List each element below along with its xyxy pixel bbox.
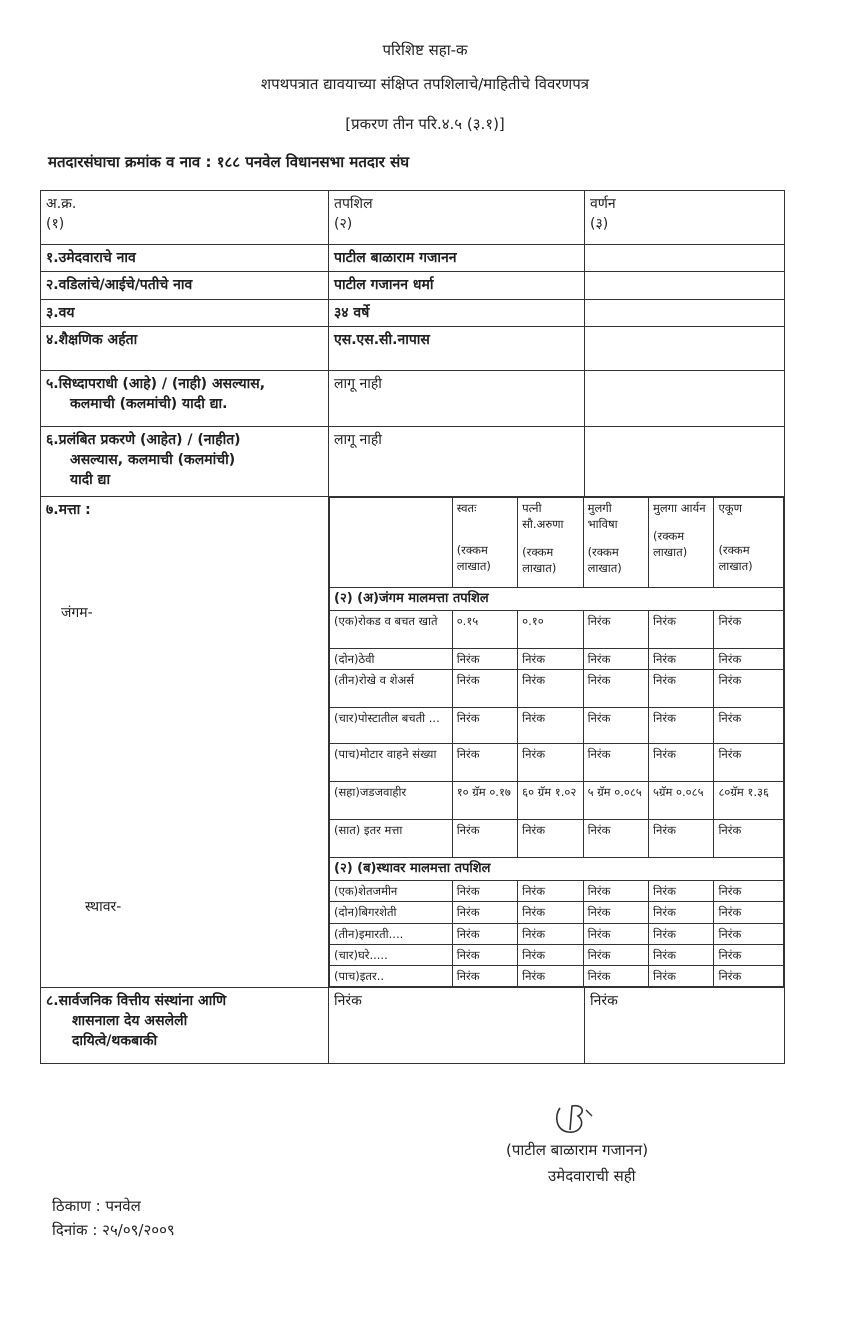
row-candidate-name: १.उमेदवाराचे नाव पाटील बाळाराम गजानन [41,245,785,272]
document-title: शपथपत्रात द्यावयाच्या संक्षिप्त तपशिलाचे/माहितीचे विवरणपत्र [260,75,590,93]
table-row: (दोन)बिगरशेती निरंक निरंक निरंक निरंक निरंक [330,902,784,923]
date-line: दिनांक : २५/०९/२००९ [52,1221,175,1239]
constituency-line: मतदारसंघाचा क्रमांक व नाव : १८८ पनवेल विधानसभा मतदार संघ [48,153,410,171]
column-header-row [41,191,785,245]
details-table [40,190,785,1064]
table-row: (एक)रोकड व बचत खाते ०.१५ ०.१० निरंक निरंक निरंक [330,611,784,649]
col2-header: तपशिल (२) [329,191,585,245]
row-pending-cases: ६.प्रलंबित प्रकरणे (आहेत) / (नाहीत) असल्यास, कलमाची (कलमांची) यादी द्या लागू नाही [41,426,785,496]
immovable-label: स्थावर- [85,898,122,915]
table-row: (दोन)ठेवी निरंक निरंक निरंक निरंक निरंक [330,649,784,670]
col3-header: वर्णन (३) [585,191,785,245]
appendix-heading: परिशिष्ट सहा-क [382,41,468,59]
table-row: (तीन)रोखे व शेअर्स निरंक निरंक निरंक निरंक निरंक [330,670,784,708]
table-row: (एक)शेतजमीन निरंक निरंक निरंक निरंक निरंक [330,881,784,902]
table-row: (चार)घरे..... निरंक निरंक निरंक निरंक निरंक [330,944,784,965]
signatory-name: (पाटील बाळाराम गजानन) [506,1141,649,1159]
table-row: (पाच)मोटार वाहने संख्या निरंक निरंक निरंक निरंक निरंक [330,744,784,782]
row-assets: ७.मत्ता : जंगम- स्थावर- स्वतः (रक्कम लाखात) पत्नी सौ.अरुणा (रक्कम लाखात) मुलगी भाविषा (रक्कम लाखात) मुलगा आर्यन (रक्कम लाखात) एकूण (रक्कम लाखात) (२) (अ)जंगम मालमत्ता तपशिल (एक)रोकड व बचत खाते ०.१५ ०.१० निरंक निरंक निरंक (दोन)ठेवी निरंक निरंक निरंक निरंक निरंक (तीन)रोखे व शेअर्स निरंक निरंक निरंक निरंक निरंक (चार)पोस्टातील बचती ... निरंक निरंक निरंक निरंक निरंक (पाच)मोटार वाहने संख्या निरंक निरंक निरंक निरंक निरंक (सहा)जडजवाहीर १० ग्रॅम ०.१७ ६० ग्रॅम १.०२ ५ ग्रॅम ०.०८५ ५ग्रॅम ०.०८५ ८०ग्रॅम १.३६ (सात) इतर मत्ता निरंक निरंक निरंक निरंक निरंक (२) (ब)स्थावर मालमत्ता तपशिल (एक)शेतजमीन निरंक निरंक निरंक निरंक निरंक (दोन)बिगरशेती निरंक निरंक निरंक निरंक निरंक (तीन)इमारती.... निरंक निरंक निरंक निरंक निरंक (चार)घरे..... निरंक निरंक निरंक निरंक निरंक (पाच)इतर.. निरंक निरंक निरंक निरंक निरंक [41,496,785,987]
table-row: (चार)पोस्टातील बचती ... निरंक निरंक निरंक निरंक निरंक [330,708,784,744]
table-row: (पाच)इतर.. निरंक निरंक निरंक निरंक निरंक [330,965,784,986]
row-liabilities: ८.सार्वजनिक वित्तीय संस्थांना आणि शासनाला देय असलेली दायित्वे/थकबाकी निरंक निरंक [41,987,785,1063]
movable-section-title: (२) (अ)जंगम मालमत्ता तपशिल [330,587,784,610]
row-father-name: २.वडिलांचे/आईचे/पतीचे नाव पाटील गजानन धर्मा [41,272,785,299]
signature-scribble-icon [552,1102,604,1138]
table-row: (सात) इतर मत्ता निरंक निरंक निरंक निरंक निरंक [330,820,784,858]
header-total: एकूण (रक्कम लाखात) [714,497,784,587]
header-son: मुलगा आर्यन (रक्कम लाखात) [649,497,714,587]
table-row: (सहा)जडजवाहीर १० ग्रॅम ०.१७ ६० ग्रॅम १.०२ ५ ग्रॅम ०.०८५ ५ग्रॅम ०.०८५ ८०ग्रॅम १.३६ [330,782,784,820]
reference-line: [प्रकरण तीन परि.४.५ (३.१)] [345,115,505,133]
row-education: ४.शैक्षणिक अर्हता एस.एस.सी.नापास [41,326,785,370]
row-convictions: ५.सिध्दापराधी (आहे) / (नाही) असल्यास, कलमाची (कलमांची) यादी द्या. लागू नाही [41,370,785,426]
header-wife: पत्नी सौ.अरुणा (रक्कम लाखात) [518,497,583,587]
signature-caption: उमेदवाराची सही [548,1167,636,1185]
assets-header-row [330,497,784,587]
place-line: ठिकाण : पनवेल [52,1197,141,1215]
col1-header: अ.क्र. (१) [41,191,329,245]
header-daughter: मुलगी भाविषा (रक्कम लाखात) [583,497,648,587]
table-row: (तीन)इमारती.... निरंक निरंक निरंक निरंक निरंक [330,923,784,944]
assets-table [329,497,784,987]
movable-label: जंगम- [61,604,93,621]
immovable-section-title: (२) (ब)स्थावर मालमत्ता तपशिल [330,858,784,881]
row-age: ३.वय ३४ वर्षे [41,299,785,326]
header-self: स्वतः (रक्कम लाखात) [452,497,517,587]
